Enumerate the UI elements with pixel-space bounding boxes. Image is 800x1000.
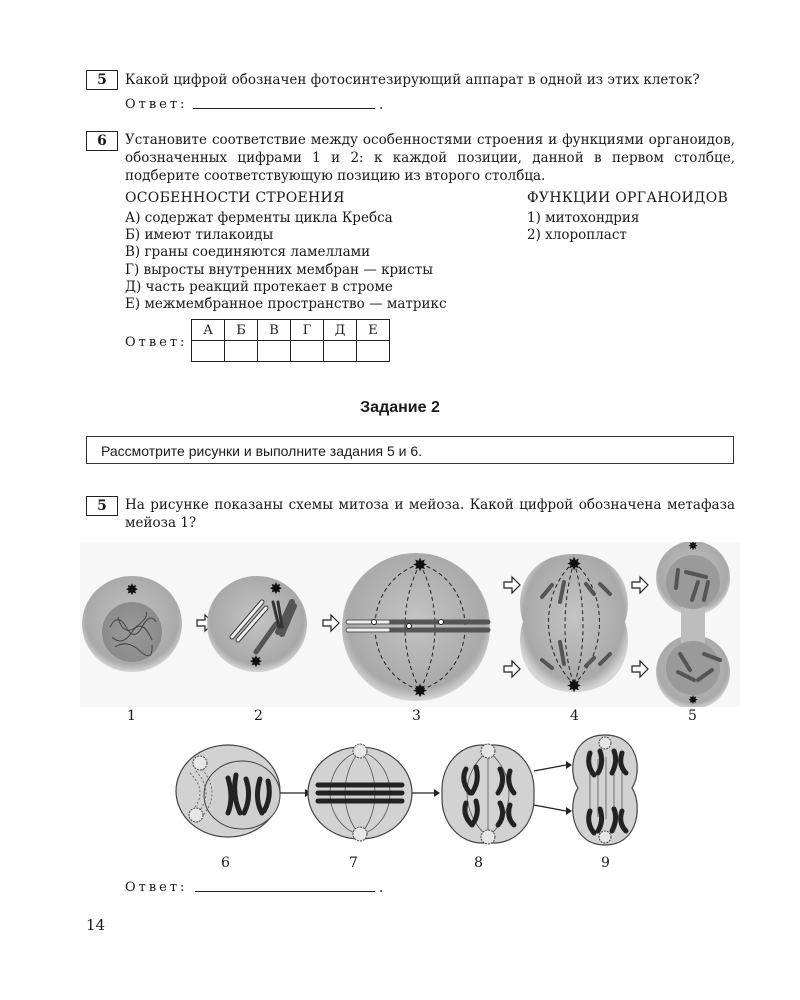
section-title: Задание 2 [360, 399, 440, 416]
figure-label: 6 [221, 855, 230, 871]
answer-cell[interactable] [258, 341, 291, 362]
functions-column-header: ФУНКЦИИ ОРГАНОИДОВ [527, 190, 729, 206]
features-list [125, 210, 447, 313]
answer-cell[interactable] [324, 341, 357, 362]
svg-text:✸: ✸ [687, 542, 699, 553]
answer-table-header: Е [357, 320, 390, 341]
answer-period: . [379, 880, 384, 896]
feature-item: В) граны соединяются ламеллами [125, 244, 371, 261]
answer-table-header: Г [291, 320, 324, 341]
answer-input[interactable] [193, 96, 375, 109]
figure-label: 2 [254, 708, 263, 724]
mitosis-diagram [80, 542, 740, 707]
question-text: На рисунке показаны схемы митоза и мейоза. Какой цифрой обозначена метафаза мейоза 1? [125, 497, 735, 531]
answer-cell[interactable] [225, 341, 258, 362]
figure-label: 1 [127, 708, 136, 724]
answer-table-header: В [258, 320, 291, 341]
answer-label: Ответ: [125, 97, 188, 112]
question-text: Какой цифрой обозначен фотосинтезирующий аппарат в одной из этих клеток? [125, 72, 700, 88]
answer-table [191, 319, 390, 362]
question-number-box: 5 [86, 496, 118, 516]
answer-input[interactable] [195, 879, 375, 892]
feature-item: Г) выросты внутренних мембран — кристы [125, 261, 433, 278]
answer-label: Ответ: [125, 880, 188, 895]
feature-item: Д) часть реакций протекает в строме [125, 278, 393, 295]
svg-text:✸: ✸ [269, 579, 283, 598]
meiosis-diagram [170, 733, 640, 848]
svg-text:✸: ✸ [125, 580, 139, 599]
feature-item: Б) имеют тилакоиды [125, 227, 274, 244]
instruction-box: Рассмотрите рисунки и выполните задания 5 и 6. [86, 436, 734, 464]
answer-cell[interactable] [192, 341, 225, 362]
answer-cell[interactable] [291, 341, 324, 362]
answer-table-header: Б [225, 320, 258, 341]
function-item: 1) митохондрия [527, 210, 640, 226]
svg-text:✸: ✸ [412, 681, 428, 702]
answer-cell[interactable] [357, 341, 390, 362]
answer-table-header: А [192, 320, 225, 341]
figure-label: 9 [601, 855, 610, 871]
svg-text:✸: ✸ [566, 676, 582, 697]
question-text: Установите соответствие между особенностями строения и функциями органоидов, обозначенных цифрами 1 и 2: к каждой позиции, данной в первом столбце, подберите соответствующую позицию из второго столбца. [125, 132, 735, 184]
functions-list [527, 210, 639, 244]
feature-item: Е) межмембранное пространство — матрикс [125, 296, 447, 313]
svg-text:✸: ✸ [249, 652, 263, 671]
svg-text:✸: ✸ [566, 554, 582, 575]
figure-label: 4 [570, 708, 579, 724]
figure-label: 5 [688, 708, 697, 724]
answer-label: Ответ: [125, 335, 188, 350]
page-number: 14 [86, 916, 106, 934]
question-number-box: 5 [86, 70, 118, 90]
answer-table-header: Д [324, 320, 357, 341]
feature-item: А) содержат ферменты цикла Кребса [125, 210, 393, 226]
figure-label: 7 [349, 855, 358, 871]
svg-text:✸: ✸ [687, 693, 699, 707]
figure-label: 3 [412, 708, 421, 724]
features-column-header: ОСОБЕННОСТИ СТРОЕНИЯ [125, 190, 345, 206]
answer-period: . [379, 97, 384, 113]
svg-text:✸: ✸ [412, 555, 428, 576]
function-item: 2) хлоропласт [527, 227, 627, 244]
figure-label: 8 [474, 855, 483, 871]
question-number-box: 6 [86, 131, 118, 151]
